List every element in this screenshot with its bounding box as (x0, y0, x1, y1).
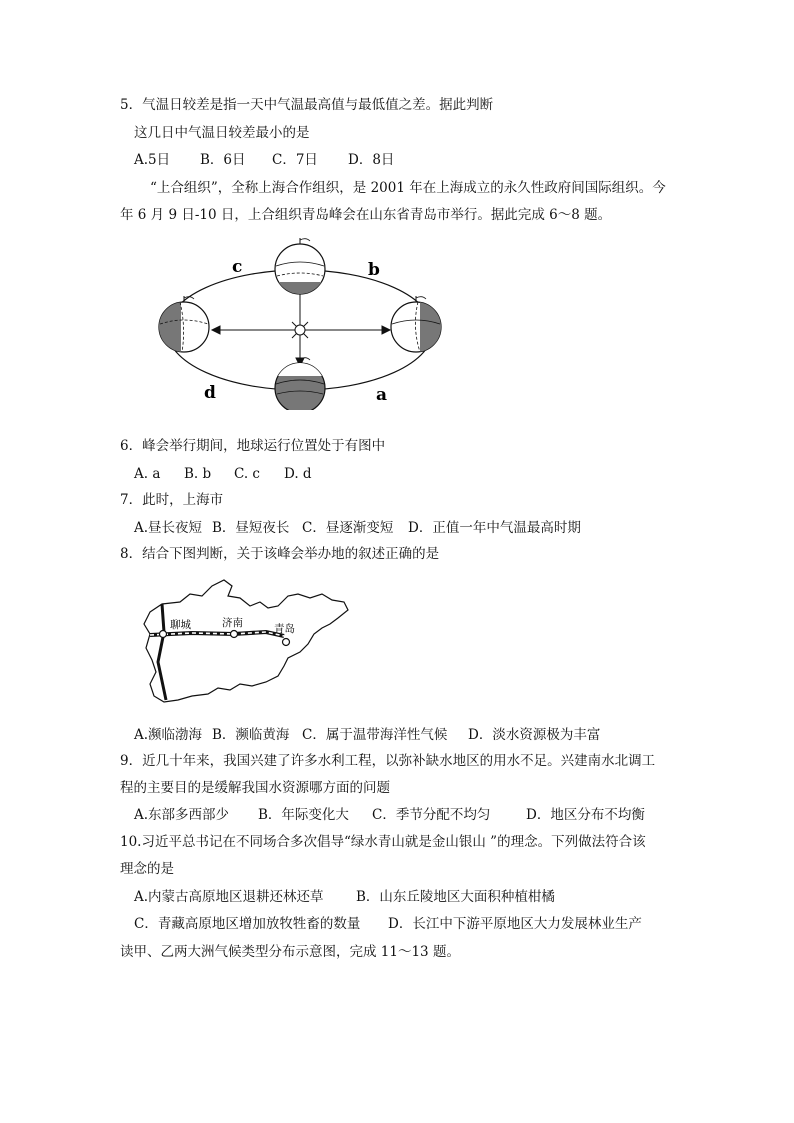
q9-option-c: C．季节分配不均匀 (372, 807, 491, 823)
city-label-qingdao: 青岛 (274, 623, 295, 635)
q10-option-c: C．青藏高原地区增加放牧牲畜的数量 (134, 916, 361, 932)
q6-option-c: C. c (234, 466, 260, 482)
q7-option-b: B．昼短夜长 (212, 520, 290, 536)
q7-options (134, 519, 581, 537)
orbit-label-b: b (368, 260, 380, 280)
q7-stem: 7．此时，上海市 (120, 492, 224, 508)
next-section-intro: 读甲、乙两大洲气候类型分布示意图，完成 11～13 题。 (120, 944, 460, 960)
q5-option-a: A.5日 (134, 152, 171, 168)
q8-option-a: A.濒临渤海 (134, 727, 203, 743)
q9-option-a: A.东部多西部少 (134, 807, 230, 823)
q9-options (134, 806, 645, 824)
q10-option-b: B．山东丘陵地区大面积种植柑橘 (356, 889, 555, 905)
q7-option-d: D．正值一年中气温最高时期 (408, 520, 581, 536)
q10-option-d: D．长江中下游平原地区大力发展林业生产 (388, 916, 642, 932)
city-label-liaocheng: 聊城 (170, 619, 191, 631)
q9-stem-line2: 程的主要目的是缓解我国水资源哪方面的问题 (120, 780, 390, 796)
q10-stem-line2: 理念的是 (120, 861, 174, 877)
q10-options-row1 (134, 888, 555, 906)
earth-orbit-diagram (150, 232, 460, 410)
earth-left-icon (159, 296, 209, 352)
city-marker-liaocheng (160, 631, 167, 638)
q6-option-a: A. a (134, 466, 161, 482)
q6-options (134, 465, 312, 483)
q7-option-c: C．昼逐渐变短 (302, 520, 394, 536)
q8-option-b: B．濒临黄海 (212, 727, 290, 743)
q5-options (134, 151, 394, 169)
city-label-jinan: 济南 (222, 617, 243, 629)
q9-option-d: D．地区分布不均衡 (526, 807, 645, 823)
q6-option-b: B. b (184, 466, 212, 482)
sun-icon (289, 319, 311, 341)
q8-option-d: D．淡水资源极为丰富 (468, 727, 601, 743)
q8-options (134, 726, 600, 744)
province-outline (144, 580, 348, 702)
q8-option-c: C．属于温带海洋性气候 (302, 727, 448, 743)
intro-line1: “上合组织”，全称上海合作组织，是 2001 年在上海成立的永久性政府间国际组织。今 (150, 180, 666, 196)
city-marker-jinan (231, 631, 238, 638)
shandong-map (132, 572, 362, 707)
orbit-label-a: a (376, 385, 388, 405)
q5-stem-line1: 5．气温日较差是指一天中气温最高值与最低值之差。据此判断 (120, 97, 494, 113)
city-marker-qingdao (283, 639, 290, 646)
q6-stem: 6．峰会举行期间，地球运行位置处于有图中 (120, 438, 386, 454)
orbit-label-c: c (232, 257, 243, 277)
q10-options-row2 (134, 915, 642, 933)
q5-stem-line2: 这几日中气温日较差最小的是 (134, 125, 310, 141)
earth-top-icon (275, 238, 325, 296)
earth-bottom-icon (275, 357, 325, 410)
orbit-label-d: d (204, 383, 216, 403)
intro-line2: 年 6 月 9 日-10 日，上合组织青岛峰会在山东省青岛市举行。据此完成 6～8 题。 (120, 207, 612, 223)
q6-option-d: D. d (284, 466, 312, 482)
earth-right-icon (391, 296, 442, 352)
q5-option-c: C．7日 (272, 152, 318, 168)
q9-stem-line1: 9．近几十年来，我国兴建了许多水利工程，以弥补缺水地区的用水不足。兴建南水北调工 (120, 753, 656, 769)
q5-option-d: D．8日 (348, 152, 395, 168)
q5-option-b: B．6日 (200, 152, 246, 168)
q7-option-a: A.昼长夜短 (134, 520, 203, 536)
q8-stem: 8．结合下图判断，关于该峰会举办地的叙述正确的是 (120, 546, 440, 562)
q10-stem-line1: 10.习近平总书记在不同场合多次倡导“绿水青山就是金山银山 ”的理念。下列做法符合该 (120, 834, 646, 850)
q9-option-b: B．年际变化大 (258, 807, 349, 823)
q10-option-a: A.内蒙古高原地区退耕还林还草 (134, 889, 324, 905)
